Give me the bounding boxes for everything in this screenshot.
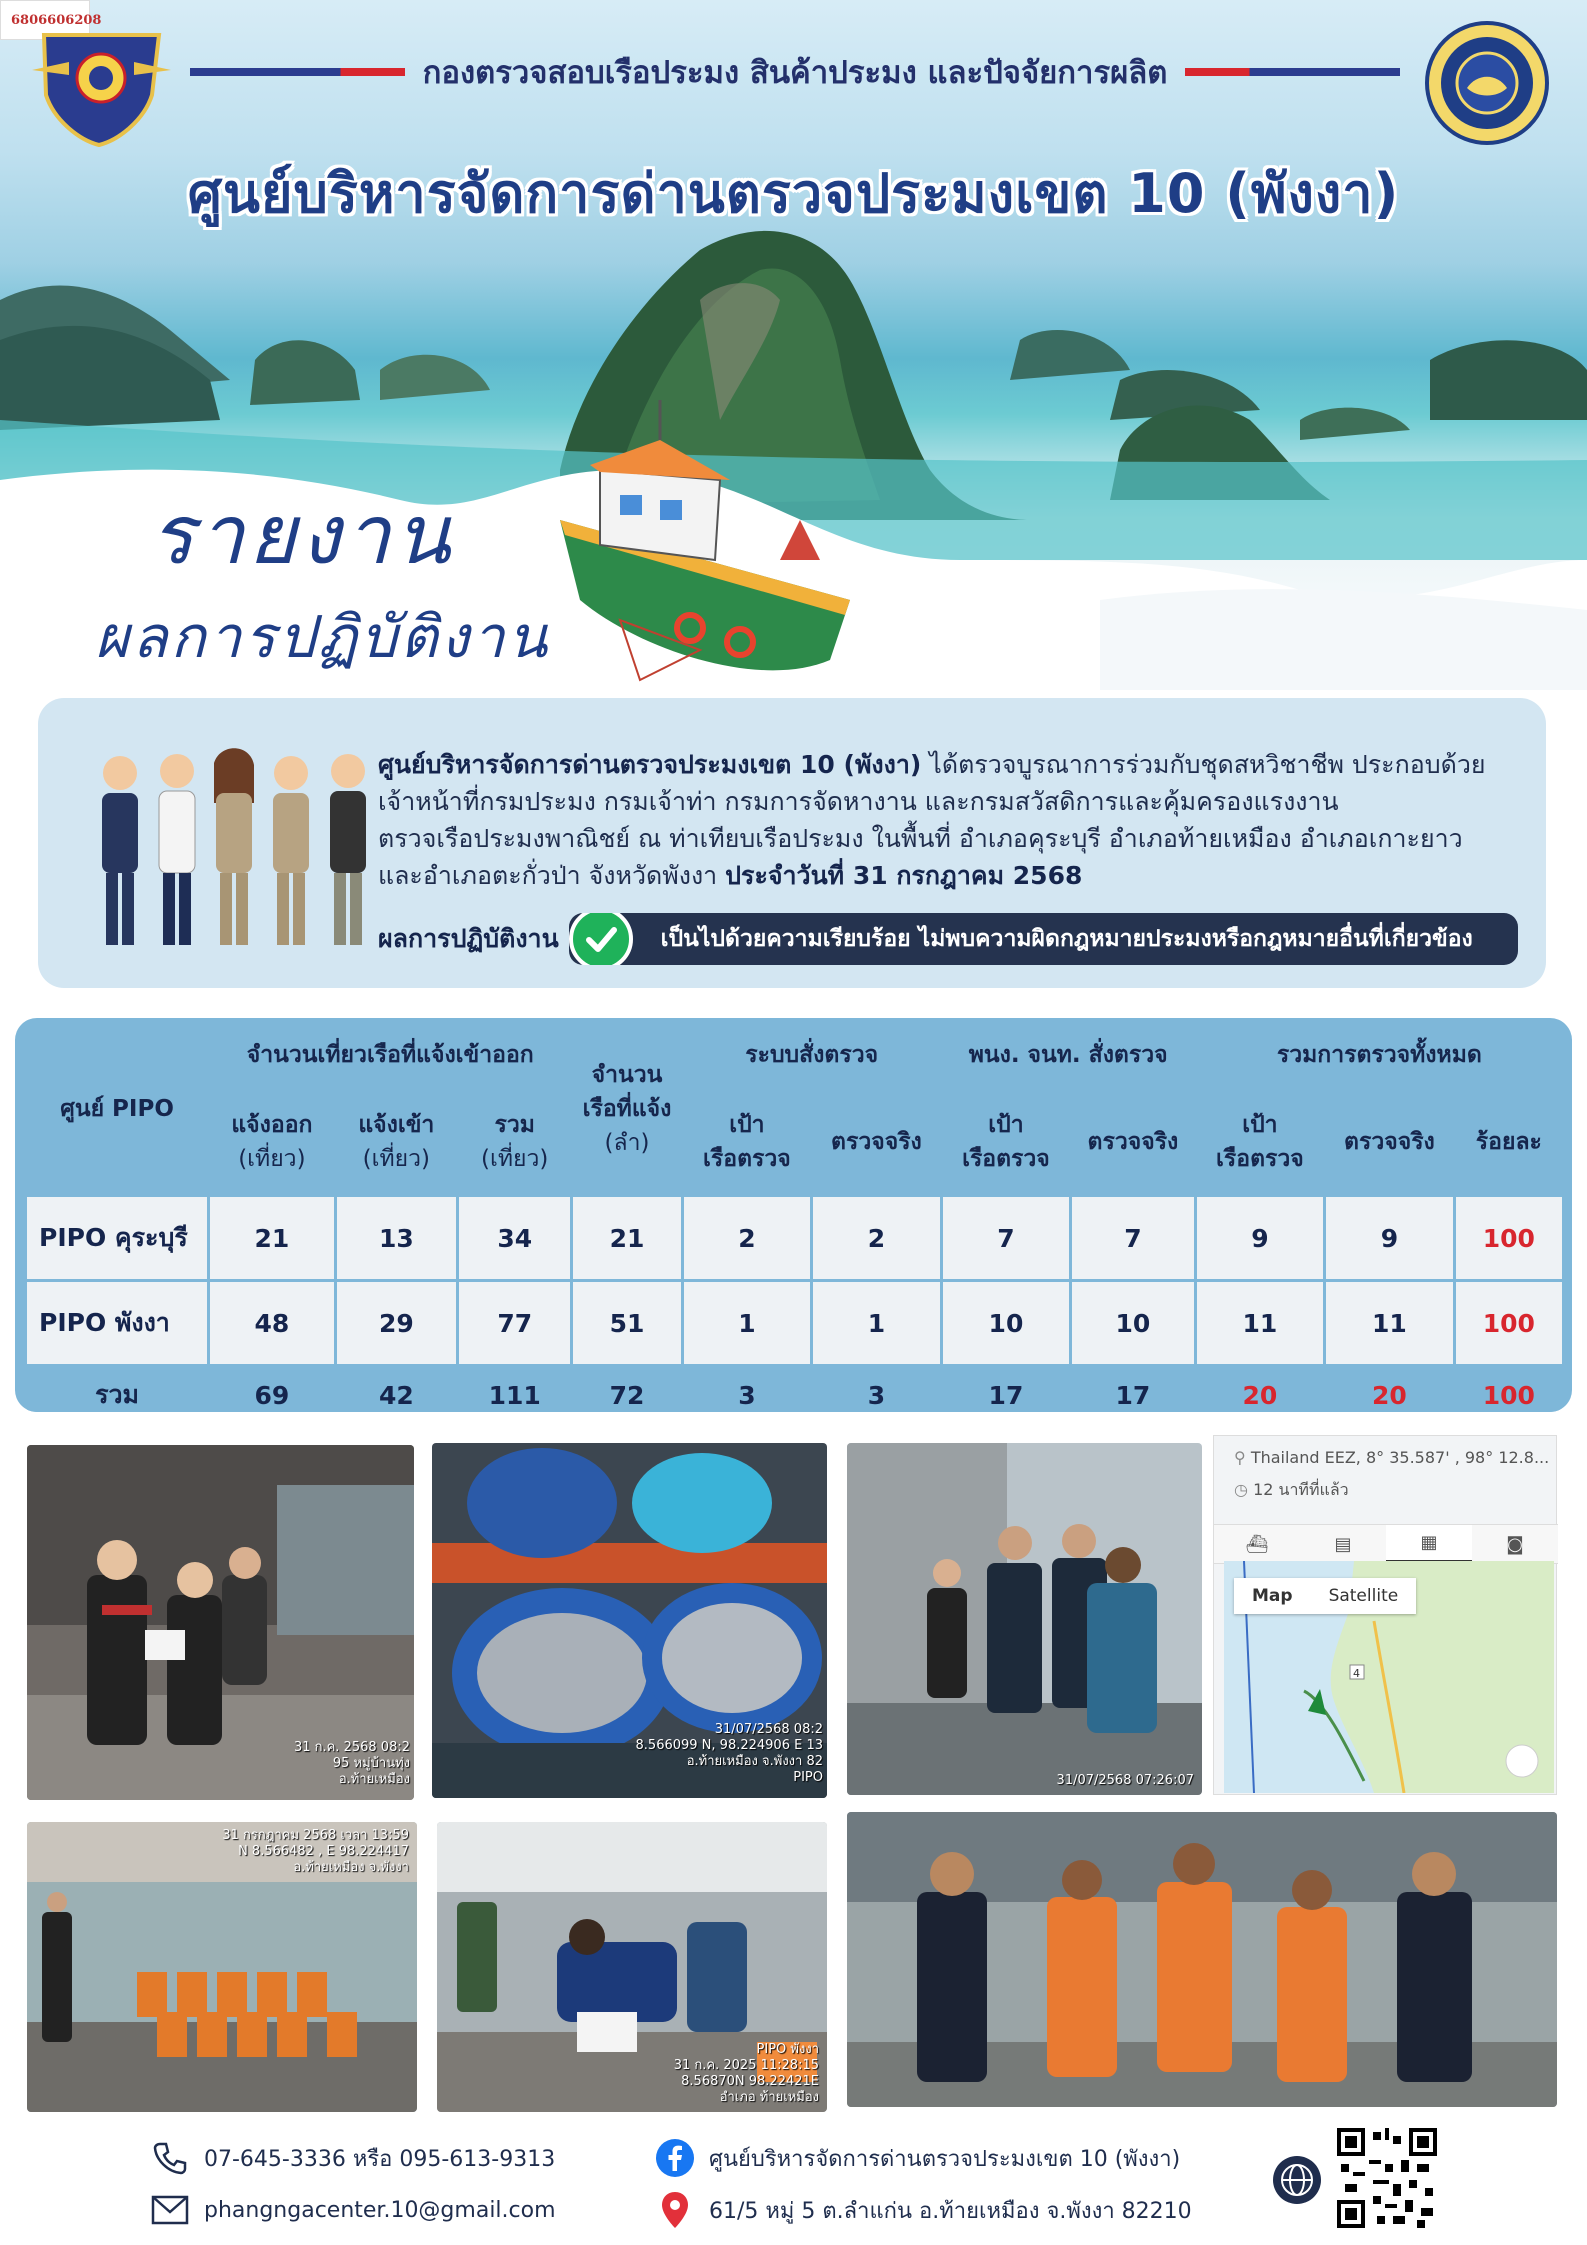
total-tot-actual: 20	[1326, 1367, 1453, 1412]
header-divider-left	[190, 68, 405, 76]
department-of-fisheries-seal-icon	[1412, 18, 1562, 148]
total-off-target: 17	[943, 1367, 1070, 1412]
cell-out: 21	[210, 1197, 333, 1279]
summary-line2: เจ้าหน้าที่กรมประมง กรมเจ้าท่า กรมการจัดหางาน และกรมสวัสดิการและคุ้มครองแรงงาน	[378, 787, 1339, 816]
map-location: Thailand EEZ, 8° 35.587' , 98° 12.8...	[1250, 1448, 1550, 1467]
total-percent: 100	[1456, 1367, 1562, 1412]
location-map-card	[1213, 1435, 1557, 1795]
boat-tab-icon[interactable]: ⛴	[1245, 1533, 1269, 1555]
header-off-target: เป้า เรือตรวจ	[943, 1090, 1070, 1194]
header-sum: รวม (เที่ยว)	[459, 1090, 570, 1194]
check-icon	[569, 913, 633, 965]
cell-off-actual: 10	[1072, 1282, 1193, 1364]
cell-in: 13	[337, 1197, 456, 1279]
cell-sys-target: 1	[684, 1282, 811, 1364]
document-tab-icon[interactable]: ▤	[1334, 1533, 1352, 1555]
email-address[interactable]: phangngacenter.10@gmail.com	[204, 2197, 556, 2223]
facebook-page-name[interactable]: ศูนย์บริหารจัดการด่านตรวจประมงเขต 10 (พังงา)	[709, 2146, 1181, 2172]
header-sys-actual: ตรวจจริง	[813, 1090, 940, 1194]
summary-line1: ได้ตรวจบูรณาการร่วมกับชุดสหวิชาชีพ ประกอบด้วย	[921, 750, 1486, 779]
address-text: 61/5 หมู่ 5 ต.ลำแก่น อ.ท้ายเหมือง จ.พังงา 82210	[709, 2198, 1192, 2224]
map-time-row	[1234, 1478, 1349, 1503]
photo-crew-briefing	[27, 1822, 417, 2112]
cell-boats: 51	[573, 1282, 680, 1364]
document-id: 6806606208	[0, 0, 90, 40]
officers-group-icon	[90, 743, 390, 953]
cell-sys-actual: 2	[813, 1197, 940, 1279]
cell-out: 48	[210, 1282, 333, 1364]
center-title: ศูนย์บริหารจัดการด่านตรวจประมงเขต 10 (พังงา)	[187, 162, 1400, 225]
footer-email	[150, 2190, 556, 2230]
result-text: เป็นไปด้วยความเรียบร้อย ไม่พบความผิดกฎหมายประมงหรือกฎหมายอื่นที่เกี่ยวข้อง	[660, 926, 1473, 952]
total-tot-target: 20	[1197, 1367, 1324, 1412]
fisheries-inspection-badge-icon	[24, 20, 174, 150]
report-subheading: ผลการปฏิบัติงาน	[95, 603, 551, 671]
cell-sum: 77	[459, 1282, 570, 1364]
photo-timestamp: 31 กรกฎาคม 2568 เวลา 13:59 N 8.566482 , E 98.224417 อ.ท้ายเหมือง จ.พังงา	[222, 1828, 409, 1875]
report-heading: รายงาน	[150, 488, 455, 583]
header-sys-target: เป้า เรือตรวจ	[684, 1090, 811, 1194]
cell-tot-actual: 11	[1326, 1282, 1453, 1364]
photo-timestamp: 31/07/2568 07:26:07	[1056, 1773, 1194, 1788]
footer-phone	[150, 2138, 555, 2178]
header-divider-right	[1185, 68, 1400, 76]
cell-off-actual: 7	[1072, 1197, 1193, 1279]
cell-sum: 34	[459, 1197, 570, 1279]
header-tot-actual: ตรวจจริง	[1326, 1090, 1453, 1194]
cell-tot-actual: 9	[1326, 1197, 1453, 1279]
summary-line4: และอำเภอตะกั่วป่า จังหวัดพังงา	[378, 861, 726, 890]
header-percent: ร้อยละ	[1456, 1090, 1562, 1194]
location-pin-icon	[655, 2190, 695, 2230]
total-boats: 72	[573, 1367, 680, 1412]
summary-line3: ตรวจเรือประมงพาณิชย์ ณ ท่าเทียบเรือประมง ในพื้นที่ อำเภอคุระบุรี อำเภอท้ายเหมือง อำเภอเกาะยาว	[378, 824, 1463, 853]
photo-timestamp: PIPO พังงา 31 ก.ค. 2025 11:28:15 8.56870N 98.22421E อำเภอ ท้ายเหมือง	[673, 2042, 819, 2105]
cell-tot-target: 11	[1197, 1282, 1324, 1364]
department-header	[190, 52, 1400, 92]
camera-tab-icon[interactable]: ◙	[1506, 1533, 1524, 1555]
map-tab-bar	[1214, 1524, 1558, 1564]
table-header-row-2	[27, 1090, 1562, 1194]
header-officer-order: พนง. จนท. สั่งตรวจ	[943, 1023, 1194, 1087]
header-tot-target: เป้า เรือตรวจ	[1197, 1090, 1324, 1194]
result-row	[378, 911, 1518, 967]
header-trips: จำนวนเที่ยวเรือที่แจ้งเข้าออก	[210, 1023, 570, 1087]
photo-officers-checking-documents	[27, 1445, 414, 1800]
pin-icon: ⚲	[1234, 1448, 1246, 1467]
summary-text	[378, 746, 1518, 894]
photo-officers-interviewing-crew	[847, 1443, 1202, 1795]
cell-percent: 100	[1456, 1282, 1562, 1364]
map-location-row	[1234, 1448, 1549, 1467]
qr-code[interactable]	[1337, 2128, 1437, 2228]
phone-icon	[150, 2138, 190, 2178]
cell-off-target: 7	[943, 1197, 1070, 1279]
table-row	[27, 1282, 1562, 1364]
summary-panel	[38, 698, 1546, 988]
inspection-table-container	[15, 1018, 1572, 1412]
summary-date: ประจำวันที่ 31 กรกฎาคม 2568	[725, 861, 1083, 890]
cell-sys-target: 2	[684, 1197, 811, 1279]
header-off-actual: ตรวจจริง	[1072, 1090, 1193, 1194]
header-system-order: ระบบสั่งตรวจ	[684, 1023, 940, 1087]
header-out: แจ้งออก (เที่ยว)	[210, 1090, 333, 1194]
total-out: 69	[210, 1367, 333, 1412]
cell-tot-target: 9	[1197, 1197, 1324, 1279]
row-name: PIPO คุระบุรี	[27, 1197, 207, 1279]
row-name: PIPO พังงา	[27, 1282, 207, 1364]
cell-off-target: 10	[943, 1282, 1070, 1364]
clock-icon: ◷	[1234, 1480, 1248, 1499]
total-off-actual: 17	[1072, 1367, 1193, 1412]
cell-sys-actual: 1	[813, 1282, 940, 1364]
total-in: 42	[337, 1367, 456, 1412]
phone-number: 07-645-3336 หรือ 095-613-9313	[204, 2146, 556, 2172]
hero-banner	[0, 0, 1587, 690]
footer-address	[655, 2190, 1192, 2230]
photo-crew-with-life-jackets	[847, 1812, 1557, 2107]
header-in: แจ้งเข้า (เที่ยว)	[337, 1090, 456, 1194]
cell-percent: 100	[1456, 1197, 1562, 1279]
table-header-row-1	[27, 1023, 1562, 1087]
total-sum: 111	[459, 1367, 570, 1412]
photo-timestamp: 31/07/2568 08:2 8.566099 N, 98.224906 E 13 อ.ท้ายเหมือง จ.พังงา 82 PIPO	[635, 1722, 823, 1785]
result-pill	[569, 913, 1518, 965]
result-label: ผลการปฏิบัติงาน	[378, 924, 559, 953]
department-name: กองตรวจสอบเรือประมง สินค้าประมง และปัจจัยการผลิต	[422, 55, 1168, 91]
photo-fish-baskets	[432, 1443, 827, 1798]
map-type-toggle	[1234, 1578, 1416, 1614]
photo-officer-signing-documents	[437, 1822, 827, 2112]
total-sys-target: 3	[684, 1367, 811, 1412]
table-row	[27, 1197, 1562, 1279]
summary-org: ศูนย์บริหารจัดการด่านตรวจประมงเขต 10 (พังงา)	[378, 750, 922, 779]
satellite-button[interactable]: Satellite	[1328, 1586, 1399, 1606]
map-button[interactable]: Map	[1252, 1586, 1293, 1606]
road-number: 4	[1353, 1667, 1360, 1680]
header-boats: จำนวน เรือที่แจ้ง (ลำ)	[573, 1023, 680, 1194]
map-tab-icon[interactable]: ▦	[1386, 1525, 1472, 1563]
globe-icon[interactable]	[1272, 2155, 1322, 2205]
facebook-icon	[655, 2138, 695, 2178]
map-time-ago: 12 นาทีที่แล้ว	[1253, 1480, 1349, 1499]
inspection-table	[24, 1020, 1565, 1412]
header-center: ศูนย์ PIPO	[27, 1023, 207, 1194]
cell-in: 29	[337, 1282, 456, 1364]
table-total-row	[27, 1367, 1562, 1412]
header-total-inspections: รวมการตรวจทั้งหมด	[1197, 1023, 1562, 1087]
cell-boats: 21	[573, 1197, 680, 1279]
mail-icon	[150, 2190, 190, 2230]
footer-facebook	[655, 2138, 1180, 2178]
total-sys-actual: 3	[813, 1367, 940, 1412]
total-label: รวม	[27, 1367, 207, 1412]
photo-timestamp: 31 ก.ค. 2568 08:2 95 หมู่บ้านทุ่ง อ.ท้ายเหมือง	[293, 1740, 410, 1787]
